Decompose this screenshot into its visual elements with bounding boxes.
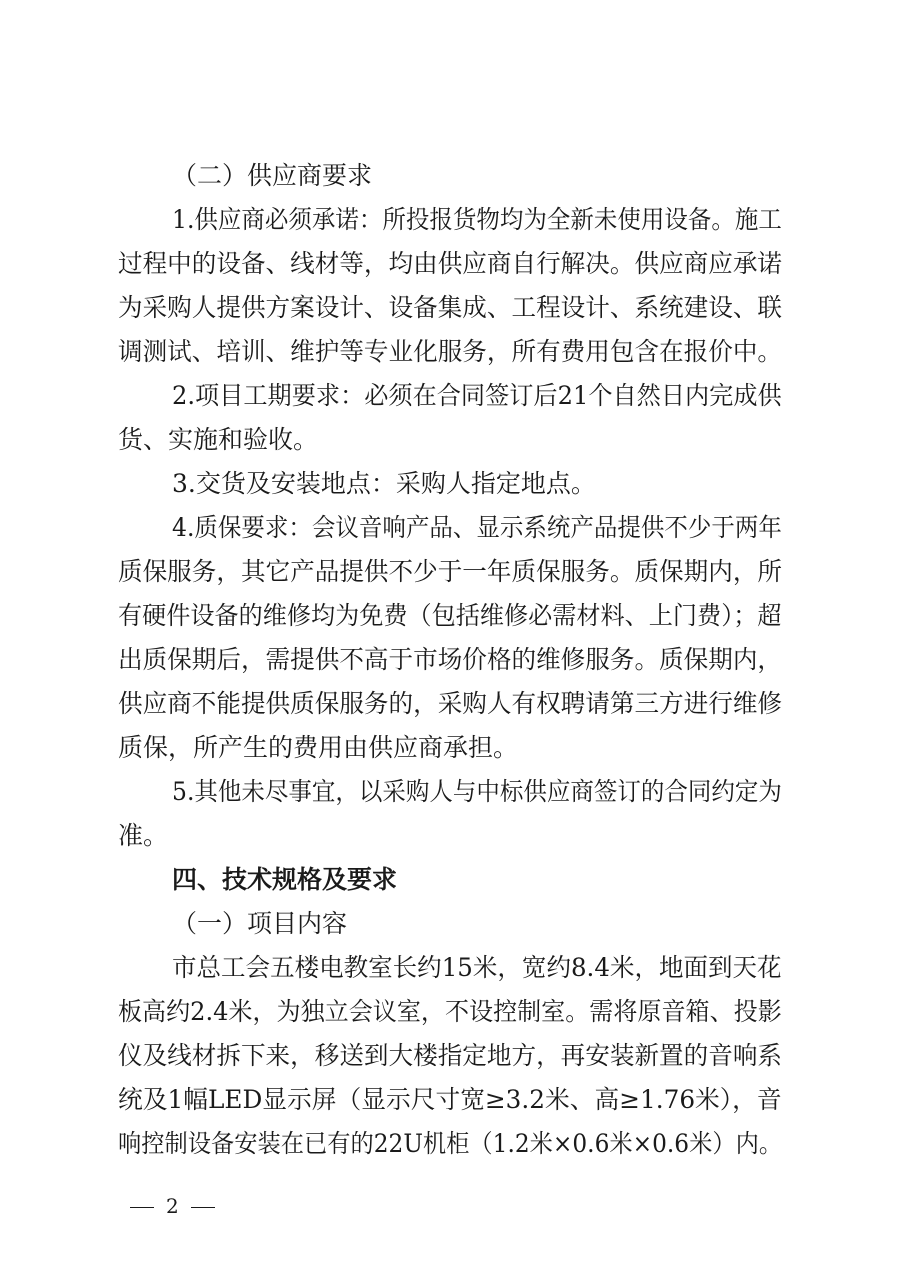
paragraph-line: 5.其他未尽事宜，以采购人与中标供应商签订的合同约定为 bbox=[172, 777, 782, 806]
page-footer bbox=[118, 1194, 227, 1218]
footer-dash-left bbox=[130, 1207, 154, 1208]
paragraph-line: 供应商不能提供质保服务的，采购人有权聘请第三方进行维修 bbox=[118, 689, 783, 718]
paragraph-line: 1.供应商必须承诺：所投报货物均为全新未使用设备。施工 bbox=[172, 205, 782, 234]
paragraph-line: 板高约2.4米，为独立会议室，不设控制室。需将原音箱、投影 bbox=[118, 997, 782, 1026]
section-heading-technical-specs: 四、技术规格及要求 bbox=[172, 865, 398, 894]
subsection-heading-project-content: （一）项目内容 bbox=[172, 909, 348, 938]
paragraph-line: 仪及线材拆下来，移送到大楼指定地方，再安装新置的音响系 bbox=[118, 1041, 783, 1070]
paragraph-line: 调测试、培训、维护等专业化服务，所有费用包含在报价中。 bbox=[118, 337, 783, 366]
paragraph-line: 市总工会五楼电教室长约15米，宽约8.4米，地面到天花 bbox=[172, 953, 782, 982]
paragraph-line: 统及1幅LED显示屏（显示尺寸宽≥3.2米、高≥1.76米），音 bbox=[118, 1085, 782, 1114]
paragraph-line: 有硬件设备的维修均为免费（包括维修必需材料、上门费）；超 bbox=[118, 601, 782, 630]
paragraph-line: 3.交货及安装地点：采购人指定地点。 bbox=[172, 469, 596, 498]
paragraph-line: 4.质保要求：会议音响产品、显示系统产品提供不少于两年 bbox=[172, 513, 782, 542]
paragraph-line: 响控制设备安装在已有的22U机柜（1.2米×0.6米×0.6米）内。 bbox=[118, 1129, 783, 1158]
paragraph-line: 准。 bbox=[118, 821, 169, 850]
page-number: 2 bbox=[166, 1194, 179, 1218]
section-heading-supplier-requirements: （二）供应商要求 bbox=[172, 161, 373, 190]
footer-dash-right bbox=[191, 1207, 215, 1208]
paragraph-line: 出质保期后，需提供不高于市场价格的维修服务。质保期内， bbox=[118, 645, 783, 674]
paragraph-line: 为采购人提供方案设计、设备集成、工程设计、系统建设、联 bbox=[118, 293, 783, 322]
paragraph-line: 质保服务，其它产品提供不少于一年质保服务。质保期内，所 bbox=[118, 557, 783, 586]
paragraph-line: 过程中的设备、线材等，均由供应商自行解决。供应商应承诺 bbox=[118, 249, 783, 278]
paragraph-line: 质保，所产生的费用由供应商承担。 bbox=[118, 733, 519, 762]
paragraph-line: 2.项目工期要求：必须在合同签订后21个自然日内完成供 bbox=[172, 381, 782, 410]
paragraph-line: 货、实施和验收。 bbox=[118, 425, 319, 454]
